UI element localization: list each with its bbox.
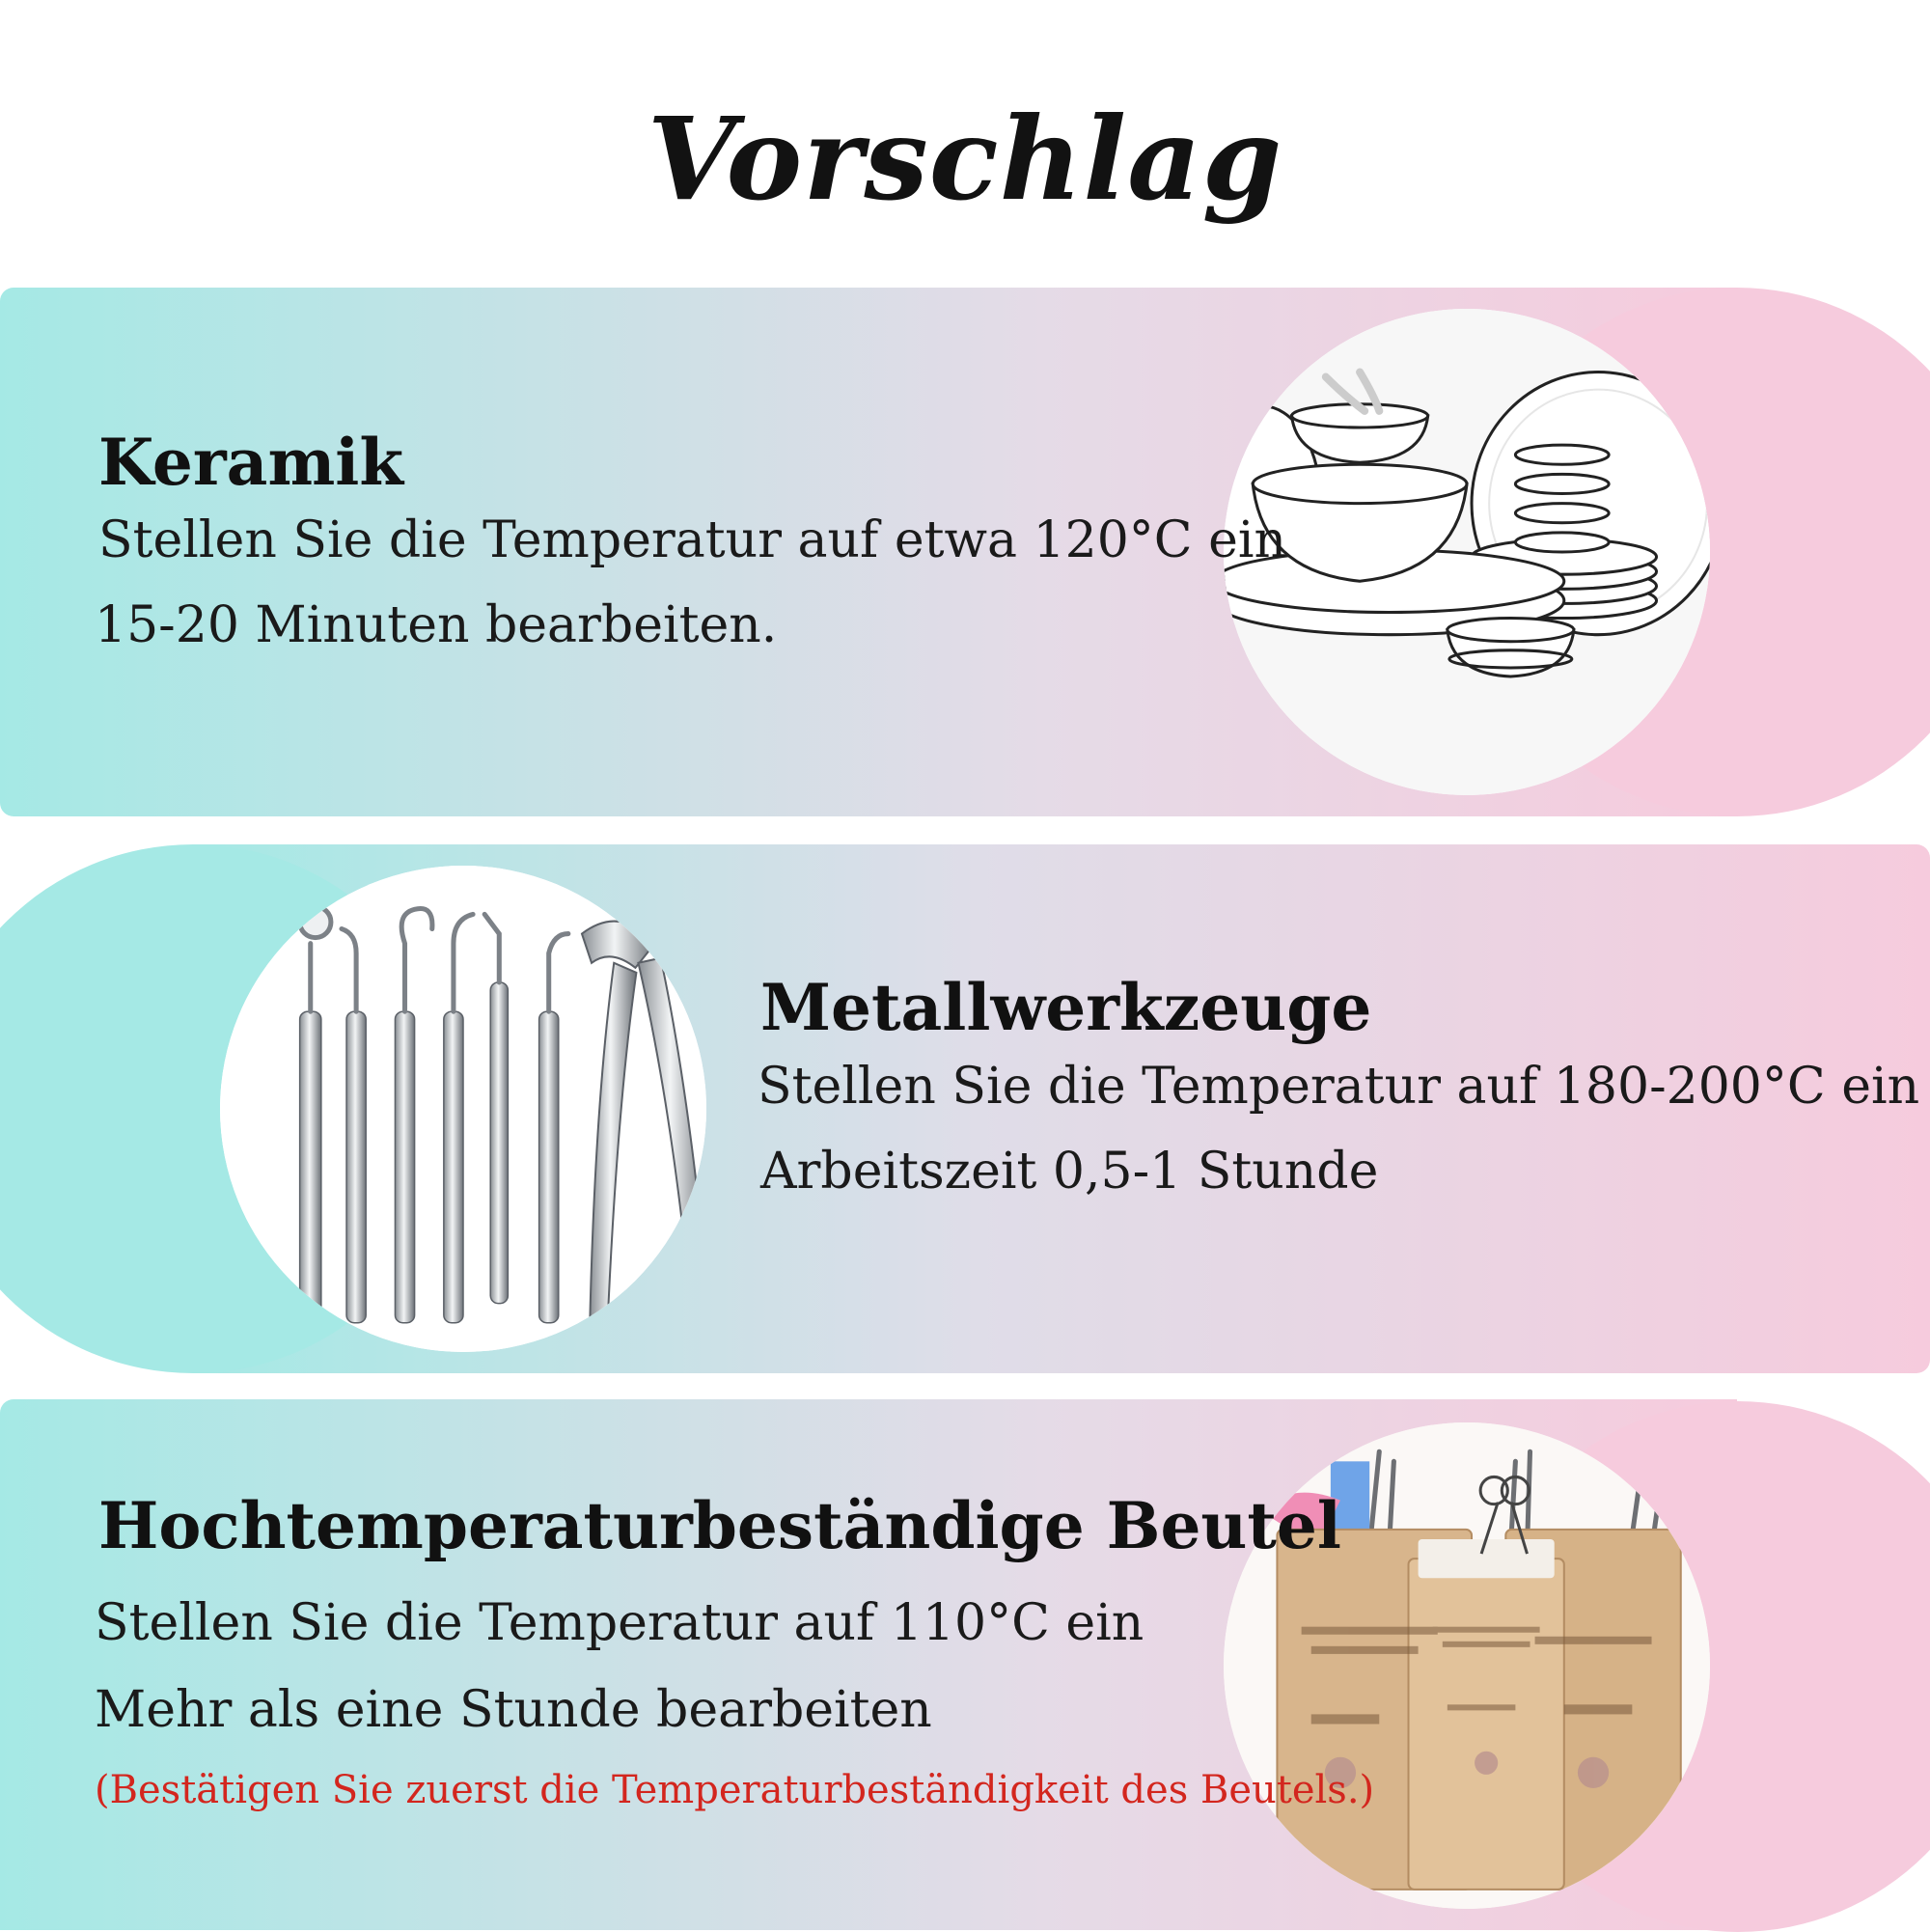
section-warning-note: (Bestätigen Sie zuerst die Temperaturbeständigkeit des Beutels.)	[95, 1768, 1375, 1812]
ceramic-dishes-icon	[1224, 309, 1710, 795]
section-instruction-temperature: Stellen Sie die Temperatur auf etwa 120°C ein	[98, 511, 1286, 569]
page-title: Vorschlag	[647, 92, 1283, 226]
section-instruction-duration: Arbeitszeit 0,5-1 Stunde	[760, 1143, 1379, 1201]
section-instruction-temperature: Stellen Sie die Temperatur auf 180-200°C ein	[758, 1058, 1920, 1116]
section-instruction-duration: Mehr als eine Stunde bearbeiten	[95, 1681, 932, 1739]
section-instruction-duration: 15-20 Minuten bearbeiten.	[95, 596, 778, 654]
section-heading: Hochtemperaturbeständige Beutel	[98, 1488, 1341, 1563]
ceramic-dishes-image	[1224, 309, 1710, 795]
section-heading: Keramik	[98, 425, 404, 500]
dental-tools-icon	[220, 866, 706, 1352]
dental-tools-image	[220, 866, 706, 1352]
section-heading: Metallwerkzeuge	[760, 970, 1372, 1045]
section-instruction-temperature: Stellen Sie die Temperatur auf 110°C ein	[95, 1594, 1144, 1652]
